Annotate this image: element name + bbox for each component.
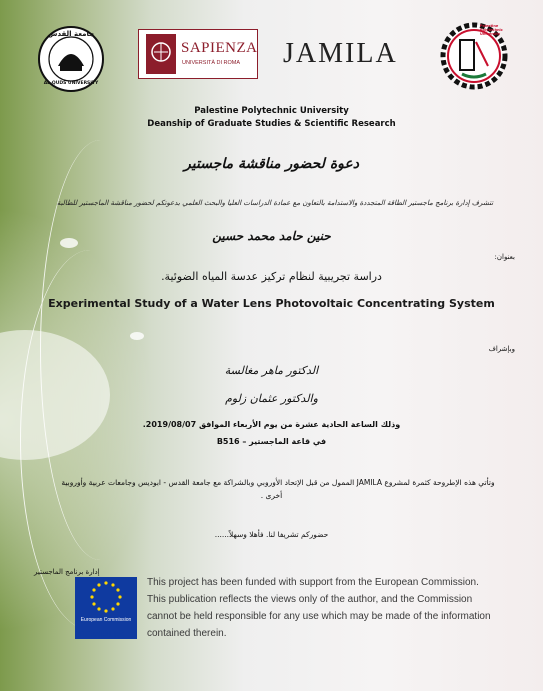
alquds-university-logo xyxy=(36,24,106,94)
ppu-logo xyxy=(440,22,508,90)
signature-line: إدارة برنامج الماجستير xyxy=(34,568,100,576)
disclaimer-line: This project has been funded with support from the European Commission. xyxy=(147,577,479,588)
invitation-heading: دعوة لحضور مناقشة ماجستير xyxy=(184,156,359,172)
sapienza-logo xyxy=(138,29,258,79)
deanship-name: Deanship of Graduate Studies & Scientific Research xyxy=(147,119,396,129)
tempus-label: TEMPUS xyxy=(76,629,125,641)
supervisor-1: الدكتور ماهر مغالسة xyxy=(224,364,319,377)
defense-time: وذلك الساعة الحادية عشرة من يوم الأربعاء الموافق 2019/08/07. xyxy=(142,420,401,429)
eu-stars-icon xyxy=(75,577,137,617)
supervisor-2: والدكتور عثمان زلوم xyxy=(225,392,318,405)
student-name: حنين حامد محمد حسين xyxy=(212,229,331,243)
jamila-logo: JAMILA xyxy=(283,38,398,69)
funding-statement-end: أخرى . xyxy=(260,491,283,500)
invitation-intro: تتشرف إدارة برنامج ماجستير الطاقة المتجددة والاستدامة بالتعاون مع عمادة الدراسات العليا والبحث العلمي بدعوتكم لحضور مناقشة الماجستير للطالبة xyxy=(56,199,494,207)
funding-statement: وتأتي هذه الإطروحة كثمرة لمشروع JAMILA الممول من قبل الإتحاد الأوروبي وبالشراكة مع جامعة القدس - ابوديس وجامعات عربية وأوروبية xyxy=(61,478,495,487)
disclaimer-line: This publication reflects the views only of the author, and the Commission xyxy=(147,594,473,605)
alquds-bottom-text: AL-QUDS UNIVERSITY xyxy=(43,81,99,86)
university-name: Palestine Polytechnic University xyxy=(194,106,349,116)
defense-place: في قاعة الماجستير – B516 xyxy=(216,437,327,446)
title-label: بعنوان: xyxy=(494,253,515,261)
closing-line: حضوركم تشريفا لنا. فأهلا وسهلاً...... xyxy=(214,530,329,539)
supervision-label: وبإشراف xyxy=(488,345,515,353)
eu-label: European Commission xyxy=(80,617,132,623)
thesis-title-english: Experimental Study of a Water Lens Photovoltaic Concentrating System xyxy=(48,297,495,310)
sapienza-subtitle: UNIVERSITÀ DI ROMA xyxy=(182,60,241,66)
disclaimer-line: contained therein. xyxy=(147,628,227,639)
sapienza-emblem-icon xyxy=(146,34,176,74)
disclaimer-line: cannot be held responsible for any use which may be made of the information xyxy=(147,611,491,622)
thesis-title-arabic: دراسة تجريبية لنظام تركيز عدسة المياه الضوئية. xyxy=(161,270,382,283)
sapienza-name: SAPIENZA xyxy=(181,40,258,56)
ppu-ring-text: Palestine Polytechnic University xyxy=(480,24,503,36)
alquds-top-text: جامعة القدس xyxy=(47,30,95,38)
eu-disclaimer xyxy=(147,574,537,642)
